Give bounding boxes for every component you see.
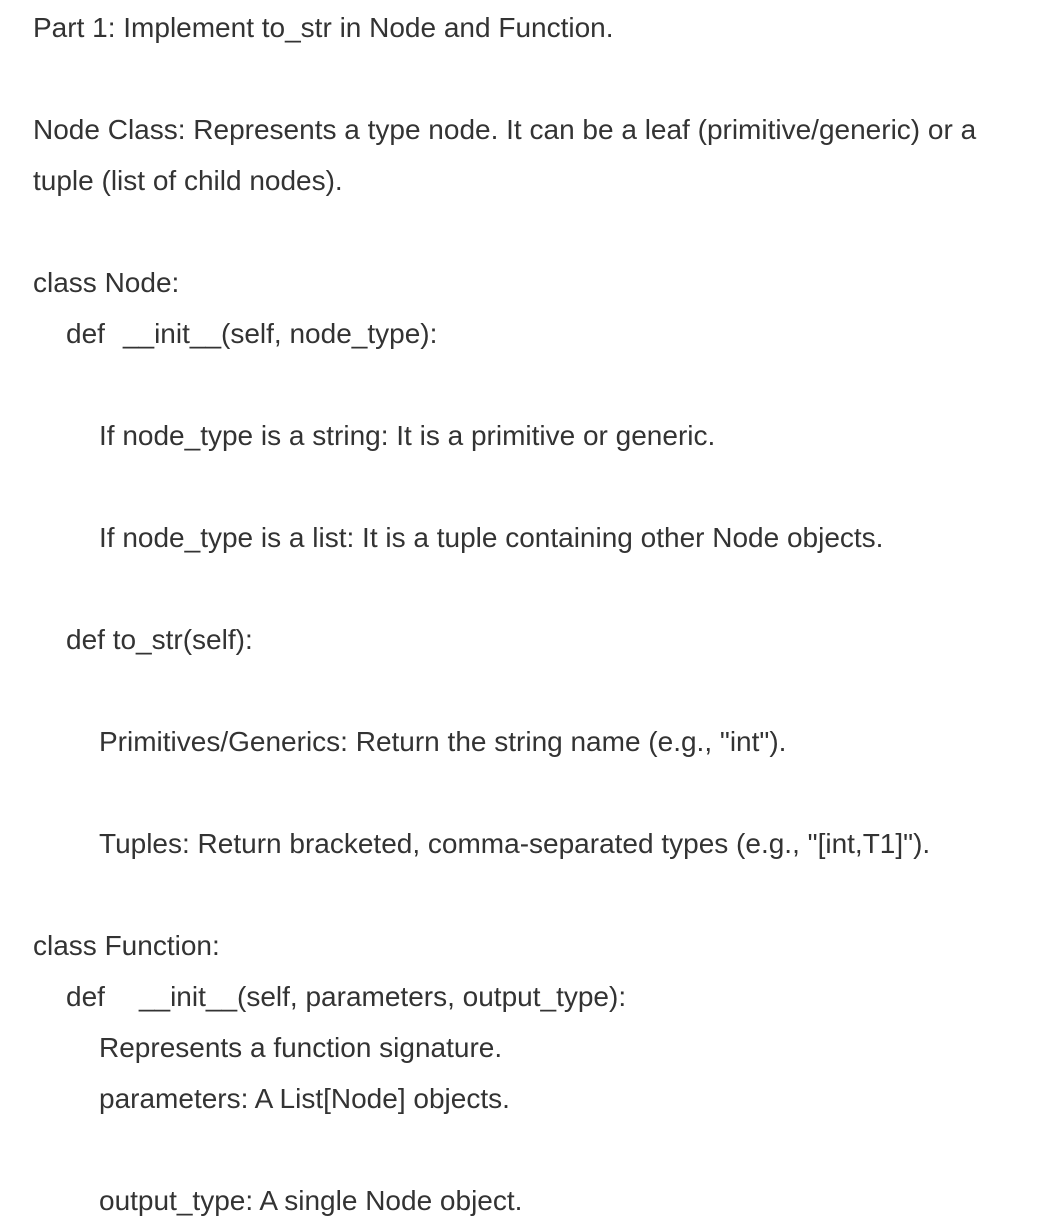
node-init-signature: __init__(self, node_type): [122,318,438,349]
node-to-str-note-tuples: Tuples: Return bracketed, comma-separated types (e.g., "[int,T1]"). [99,828,931,859]
node-init-note-string: If node_type is a string: It is a primitive or generic. [99,420,716,451]
node-class-declaration: class Node: [33,267,180,298]
function-init-definition [66,980,626,1014]
node-init-def-keyword: def [66,318,105,349]
function-init-signature: __init__(self, parameters, output_type): [138,981,627,1012]
function-note-signature: Represents a function signature. [99,1032,503,1063]
function-init-def-keyword: def [66,981,105,1012]
function-note-parameters: parameters: A List[Node] objects. [99,1083,510,1114]
function-class-declaration: class Function: [33,930,220,961]
node-init-definition [66,317,437,351]
node-init-note-list: If node_type is a list: It is a tuple containing other Node objects. [99,522,884,553]
node-class-description-line-2: tuple (list of child nodes). [33,165,343,196]
node-to-str-note-primitives: Primitives/Generics: Return the string name (e.g., "int"). [99,726,787,757]
node-class-description-line-1: Node Class: Represents a type node. It can be a leaf (primitive/generic) or a [33,114,977,145]
heading: Part 1: Implement to_str in Node and Function. [33,12,614,43]
function-note-output-type: output_type: A single Node object. [99,1185,523,1216]
node-to-str-definition: def to_str(self): [66,624,253,655]
